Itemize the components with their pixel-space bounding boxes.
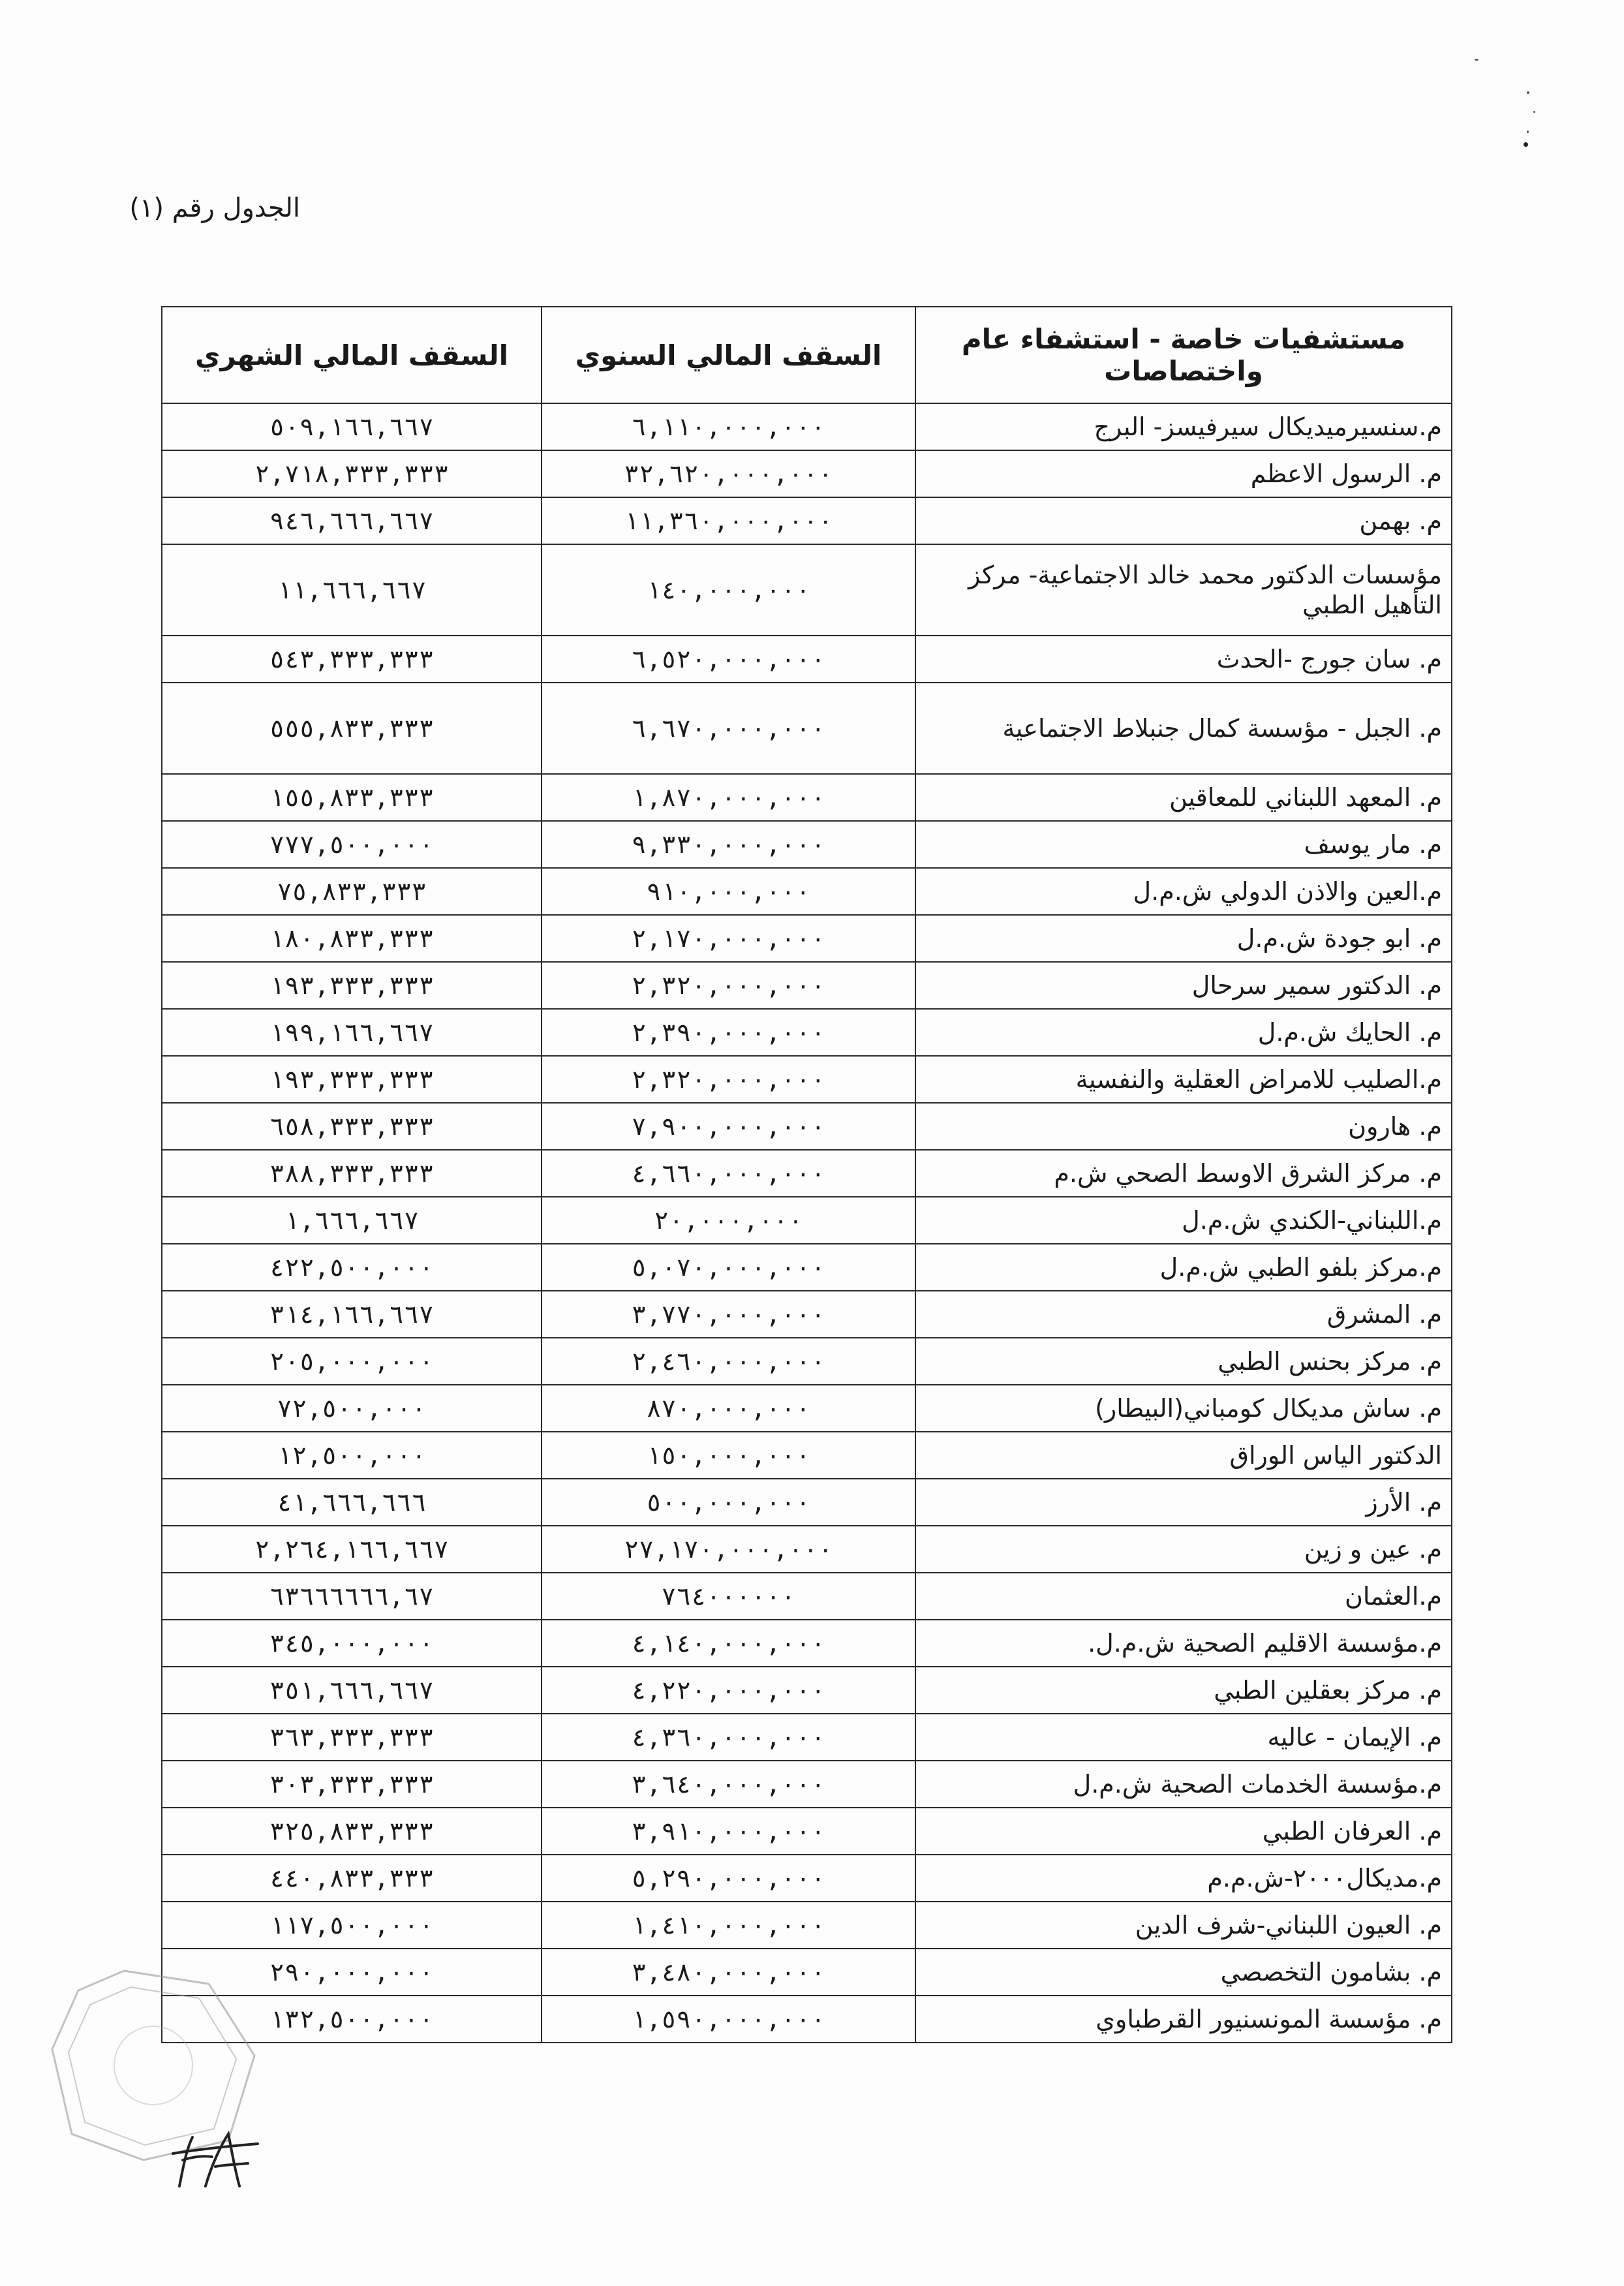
table-row <box>162 962 1452 1009</box>
table-row <box>162 1432 1452 1479</box>
annual-ceiling-cell: ١٥٠,٠٠٠,٠٠٠ <box>542 1432 915 1479</box>
hospital-name-cell: م. الإيمان - عاليه <box>915 1714 1452 1761</box>
monthly-ceiling-cell: ٥٥٥,٨٣٣,٣٣٣ <box>162 683 542 774</box>
hospital-name-cell: م. سان جورج -الحدث <box>915 636 1452 683</box>
hospital-name-cell: م. المعهد اللبناني للمعاقين <box>915 774 1452 821</box>
hospital-name-cell: م. مار يوسف <box>915 821 1452 868</box>
monthly-ceiling-cell: ١٩٩,١٦٦,٦٦٧ <box>162 1009 542 1056</box>
monthly-ceiling-cell: ٥٤٣,٣٣٣,٣٣٣ <box>162 636 542 683</box>
hospital-name-cell: م.مؤسسة الخدمات الصحية ش.م.ل <box>915 1761 1452 1808</box>
hospital-name-cell: م. الحايك ش.م.ل <box>915 1009 1452 1056</box>
monthly-ceiling-cell: ٧٥,٨٣٣,٣٣٣ <box>162 868 542 915</box>
monthly-ceiling-cell: ١٥٥,٨٣٣,٣٣٣ <box>162 774 542 821</box>
annual-ceiling-cell: ٢,٣٩٠,٠٠٠,٠٠٠ <box>542 1009 915 1056</box>
annual-ceiling-cell: ٥,٠٧٠,٠٠٠,٠٠٠ <box>542 1244 915 1291</box>
hospital-name-cell: م. هارون <box>915 1103 1452 1150</box>
table-row <box>162 1996 1452 2043</box>
monthly-ceiling-cell: ٢٩٠,٠٠٠,٠٠٠ <box>162 1949 542 1996</box>
table-row <box>162 1714 1452 1761</box>
monthly-ceiling-cell: ٣٢٥,٨٣٣,٣٣٣ <box>162 1808 542 1855</box>
hospital-name-cell: م. ساش مديكال كومباني(البيطار) <box>915 1385 1452 1432</box>
annual-ceiling-cell: ٢,١٧٠,٠٠٠,٠٠٠ <box>542 915 915 962</box>
hospital-name-cell: م. مركز الشرق الاوسط الصحي ش.م <box>915 1150 1452 1197</box>
monthly-ceiling-cell: ١٩٣,٣٣٣,٣٣٣ <box>162 962 542 1009</box>
annual-ceiling-cell: ٢,٣٢٠,٠٠٠,٠٠٠ <box>542 962 915 1009</box>
table-row <box>162 1150 1452 1197</box>
hospital-name-cell: م. مركز بحنس الطبي <box>915 1338 1452 1385</box>
hospital-name-cell: م. المشرق <box>915 1291 1452 1338</box>
annual-ceiling-cell: ٥,٢٩٠,٠٠٠,٠٠٠ <box>542 1855 915 1902</box>
table-row <box>162 1573 1452 1620</box>
annual-ceiling-cell: ١١,٣٦٠,٠٠٠,٠٠٠ <box>542 497 915 544</box>
annual-ceiling-cell: ٤,٢٢٠,٠٠٠,٠٠٠ <box>542 1667 915 1714</box>
annual-ceiling-cell: ١,٤١٠,٠٠٠,٠٠٠ <box>542 1902 915 1949</box>
table-header-row <box>162 307 1452 403</box>
annual-ceiling-cell: ١,٥٩٠,٠٠٠,٠٠٠ <box>542 1996 915 2043</box>
table-row <box>162 497 1452 544</box>
table-row <box>162 1338 1452 1385</box>
table-row <box>162 683 1452 774</box>
monthly-ceiling-cell: ١٨٠,٨٣٣,٣٣٣ <box>162 915 542 962</box>
annual-ceiling-cell: ٨٧٠,٠٠٠,٠٠٠ <box>542 1385 915 1432</box>
monthly-ceiling-cell: ٧٧٧,٥٠٠,٠٠٠ <box>162 821 542 868</box>
hospital-name-cell: م. الدكتور سمير سرحال <box>915 962 1452 1009</box>
header-annual-ceiling: السقف المالي السنوي <box>542 307 915 403</box>
table-row <box>162 1620 1452 1667</box>
monthly-ceiling-cell: ١١٧,٥٠٠,٠٠٠ <box>162 1902 542 1949</box>
monthly-ceiling-cell: ١٢,٥٠٠,٠٠٠ <box>162 1432 542 1479</box>
table-row <box>162 1103 1452 1150</box>
hospital-name-cell: م. الجبل - مؤسسة كمال جنبلاط الاجتماعية <box>915 683 1452 774</box>
annual-ceiling-cell: ٩,٣٣٠,٠٠٠,٠٠٠ <box>542 821 915 868</box>
monthly-ceiling-cell: ١٩٣,٣٣٣,٣٣٣ <box>162 1056 542 1103</box>
table-row <box>162 774 1452 821</box>
monthly-ceiling-cell: ٣٦٣,٣٣٣,٣٣٣ <box>162 1714 542 1761</box>
hospital-name-cell: الدكتور الياس الوراق <box>915 1432 1452 1479</box>
table-row <box>162 1291 1452 1338</box>
hospital-name-cell: م.الصليب للامراض العقلية والنفسية <box>915 1056 1452 1103</box>
table-row <box>162 1385 1452 1432</box>
table-row <box>162 544 1452 636</box>
hospital-name-cell: م.العين والاذن الدولي ش.م.ل <box>915 868 1452 915</box>
hospital-name-cell: م. العيون اللبناني-شرف الدين <box>915 1902 1452 1949</box>
monthly-ceiling-cell: ٤٢٢,٥٠٠,٠٠٠ <box>162 1244 542 1291</box>
table-row <box>162 636 1452 683</box>
monthly-ceiling-cell: ٤١,٦٦٦,٦٦٦ <box>162 1479 542 1526</box>
monthly-ceiling-cell: ١٣٢,٥٠٠,٠٠٠ <box>162 1996 542 2043</box>
table-row <box>162 1949 1452 1996</box>
table-row <box>162 821 1452 868</box>
annual-ceiling-cell: ٤,٦٦٠,٠٠٠,٠٠٠ <box>542 1150 915 1197</box>
hospital-name-cell: مؤسسات الدكتور محمد خالد الاجتماعية- مركز التأهيل الطبي <box>915 544 1452 636</box>
table-row <box>162 868 1452 915</box>
monthly-ceiling-cell: ١,٦٦٦,٦٦٧ <box>162 1197 542 1244</box>
annual-ceiling-cell: ١,٨٧٠,٠٠٠,٠٠٠ <box>542 774 915 821</box>
annual-ceiling-cell: ٣,٧٧٠,٠٠٠,٠٠٠ <box>542 1291 915 1338</box>
hospital-name-cell: م. العرفان الطبي <box>915 1808 1452 1855</box>
hospital-name-cell: م.مؤسسة الاقليم الصحية ش.م.ل. <box>915 1620 1452 1667</box>
monthly-ceiling-cell: ٣١٤,١٦٦,٦٦٧ <box>162 1291 542 1338</box>
header-monthly-ceiling: السقف المالي الشهري <box>162 307 542 403</box>
hospital-name-cell: م.سنسيرميديكال سيرفيسز- البرج <box>915 403 1452 450</box>
hospital-name-cell: م. عين و زين <box>915 1526 1452 1573</box>
monthly-ceiling-cell: ٥٠٩,١٦٦,٦٦٧ <box>162 403 542 450</box>
monthly-ceiling-cell: ٢,٢٦٤,١٦٦,٦٦٧ <box>162 1526 542 1573</box>
hospital-name-cell: م. الرسول الاعظم <box>915 450 1452 497</box>
table-row <box>162 1855 1452 1902</box>
table-row <box>162 1056 1452 1103</box>
hospital-name-cell: م. مؤسسة المونسنيور القرطباوي <box>915 1996 1452 2043</box>
monthly-ceiling-cell: ٦٣٦٦٦٦٦٦,٦٧ <box>162 1573 542 1620</box>
table-row <box>162 1479 1452 1526</box>
monthly-ceiling-cell: ٣٥١,٦٦٦,٦٦٧ <box>162 1667 542 1714</box>
hospital-name-cell: م.مديكال٢٠٠٠-ش.م.م <box>915 1855 1452 1902</box>
annual-ceiling-cell: ٣,٤٨٠,٠٠٠,٠٠٠ <box>542 1949 915 1996</box>
hospital-name-cell: م.اللبناني-الكندي ش.م.ل <box>915 1197 1452 1244</box>
annual-ceiling-cell: ٢٧,١٧٠,٠٠٠,٠٠٠ <box>542 1526 915 1573</box>
annual-ceiling-cell: ١٤٠,٠٠٠,٠٠٠ <box>542 544 915 636</box>
hospital-name-cell: م. الأرز <box>915 1479 1452 1526</box>
annual-ceiling-cell: ٥٠٠,٠٠٠,٠٠٠ <box>542 1479 915 1526</box>
annual-ceiling-cell: ٢,٤٦٠,٠٠٠,٠٠٠ <box>542 1338 915 1385</box>
hospital-name-cell: م.مركز بلفو الطبي ش.م.ل <box>915 1244 1452 1291</box>
annual-ceiling-cell: ٦,١١٠,٠٠٠,٠٠٠ <box>542 403 915 450</box>
scan-specks <box>1462 39 1559 170</box>
monthly-ceiling-cell: ٧٢,٥٠٠,٠٠٠ <box>162 1385 542 1432</box>
table-row <box>162 403 1452 450</box>
header-hospital-name: مستشفيات خاصة - استشفاء عام واختصاصات <box>915 307 1452 403</box>
annual-ceiling-cell: ٣,٩١٠,٠٠٠,٠٠٠ <box>542 1808 915 1855</box>
monthly-ceiling-cell: ٤٤٠,٨٣٣,٣٣٣ <box>162 1855 542 1902</box>
annual-ceiling-cell: ٣٢,٦٢٠,٠٠٠,٠٠٠ <box>542 450 915 497</box>
handwritten-signature <box>166 2124 264 2196</box>
monthly-ceiling-cell: ٣٠٣,٣٣٣,٣٣٣ <box>162 1761 542 1808</box>
monthly-ceiling-cell: ٣٨٨,٣٣٣,٣٣٣ <box>162 1150 542 1197</box>
table-title: الجدول رقم (١) <box>129 193 300 223</box>
hospital-name-cell: م. ابو جودة ش.م.ل <box>915 915 1452 962</box>
annual-ceiling-cell: ٩١٠,٠٠٠,٠٠٠ <box>542 868 915 915</box>
monthly-ceiling-cell: ٢٠٥,٠٠٠,٠٠٠ <box>162 1338 542 1385</box>
table-row <box>162 1761 1452 1808</box>
table-row <box>162 1197 1452 1244</box>
table-row <box>162 915 1452 962</box>
table-row <box>162 1902 1452 1949</box>
annual-ceiling-cell: ٦,٦٧٠,٠٠٠,٠٠٠ <box>542 683 915 774</box>
table-row <box>162 1244 1452 1291</box>
annual-ceiling-cell: ٣,٦٤٠,٠٠٠,٠٠٠ <box>542 1761 915 1808</box>
monthly-ceiling-cell: ١١,٦٦٦,٦٦٧ <box>162 544 542 636</box>
monthly-ceiling-cell: ٩٤٦,٦٦٦,٦٦٧ <box>162 497 542 544</box>
monthly-ceiling-cell: ٢,٧١٨,٣٣٣,٣٣٣ <box>162 450 542 497</box>
table-row <box>162 1526 1452 1573</box>
hospital-name-cell: م. بشامون التخصصي <box>915 1949 1452 1996</box>
hospital-name-cell: م.العثمان <box>915 1573 1452 1620</box>
monthly-ceiling-cell: ٣٤٥,٠٠٠,٠٠٠ <box>162 1620 542 1667</box>
annual-ceiling-cell: ٤,٣٦٠,٠٠٠,٠٠٠ <box>542 1714 915 1761</box>
annual-ceiling-cell: ٢٠,٠٠٠,٠٠٠ <box>542 1197 915 1244</box>
annual-ceiling-cell: ٧,٩٠٠,٠٠٠,٠٠٠ <box>542 1103 915 1150</box>
hospital-ceilings-table <box>161 306 1452 2043</box>
annual-ceiling-cell: ٧٦٤٠٠٠٠٠٠ <box>542 1573 915 1620</box>
monthly-ceiling-cell: ٦٥٨,٣٣٣,٣٣٣ <box>162 1103 542 1150</box>
table-body <box>162 403 1452 2043</box>
hospital-name-cell: م. مركز بعقلين الطبي <box>915 1667 1452 1714</box>
annual-ceiling-cell: ٦,٥٢٠,٠٠٠,٠٠٠ <box>542 636 915 683</box>
hospital-name-cell: م. بهمن <box>915 497 1452 544</box>
table-row <box>162 1808 1452 1855</box>
annual-ceiling-cell: ٢,٣٢٠,٠٠٠,٠٠٠ <box>542 1056 915 1103</box>
table-row <box>162 1667 1452 1714</box>
annual-ceiling-cell: ٤,١٤٠,٠٠٠,٠٠٠ <box>542 1620 915 1667</box>
table-row <box>162 1009 1452 1056</box>
table-row <box>162 450 1452 497</box>
